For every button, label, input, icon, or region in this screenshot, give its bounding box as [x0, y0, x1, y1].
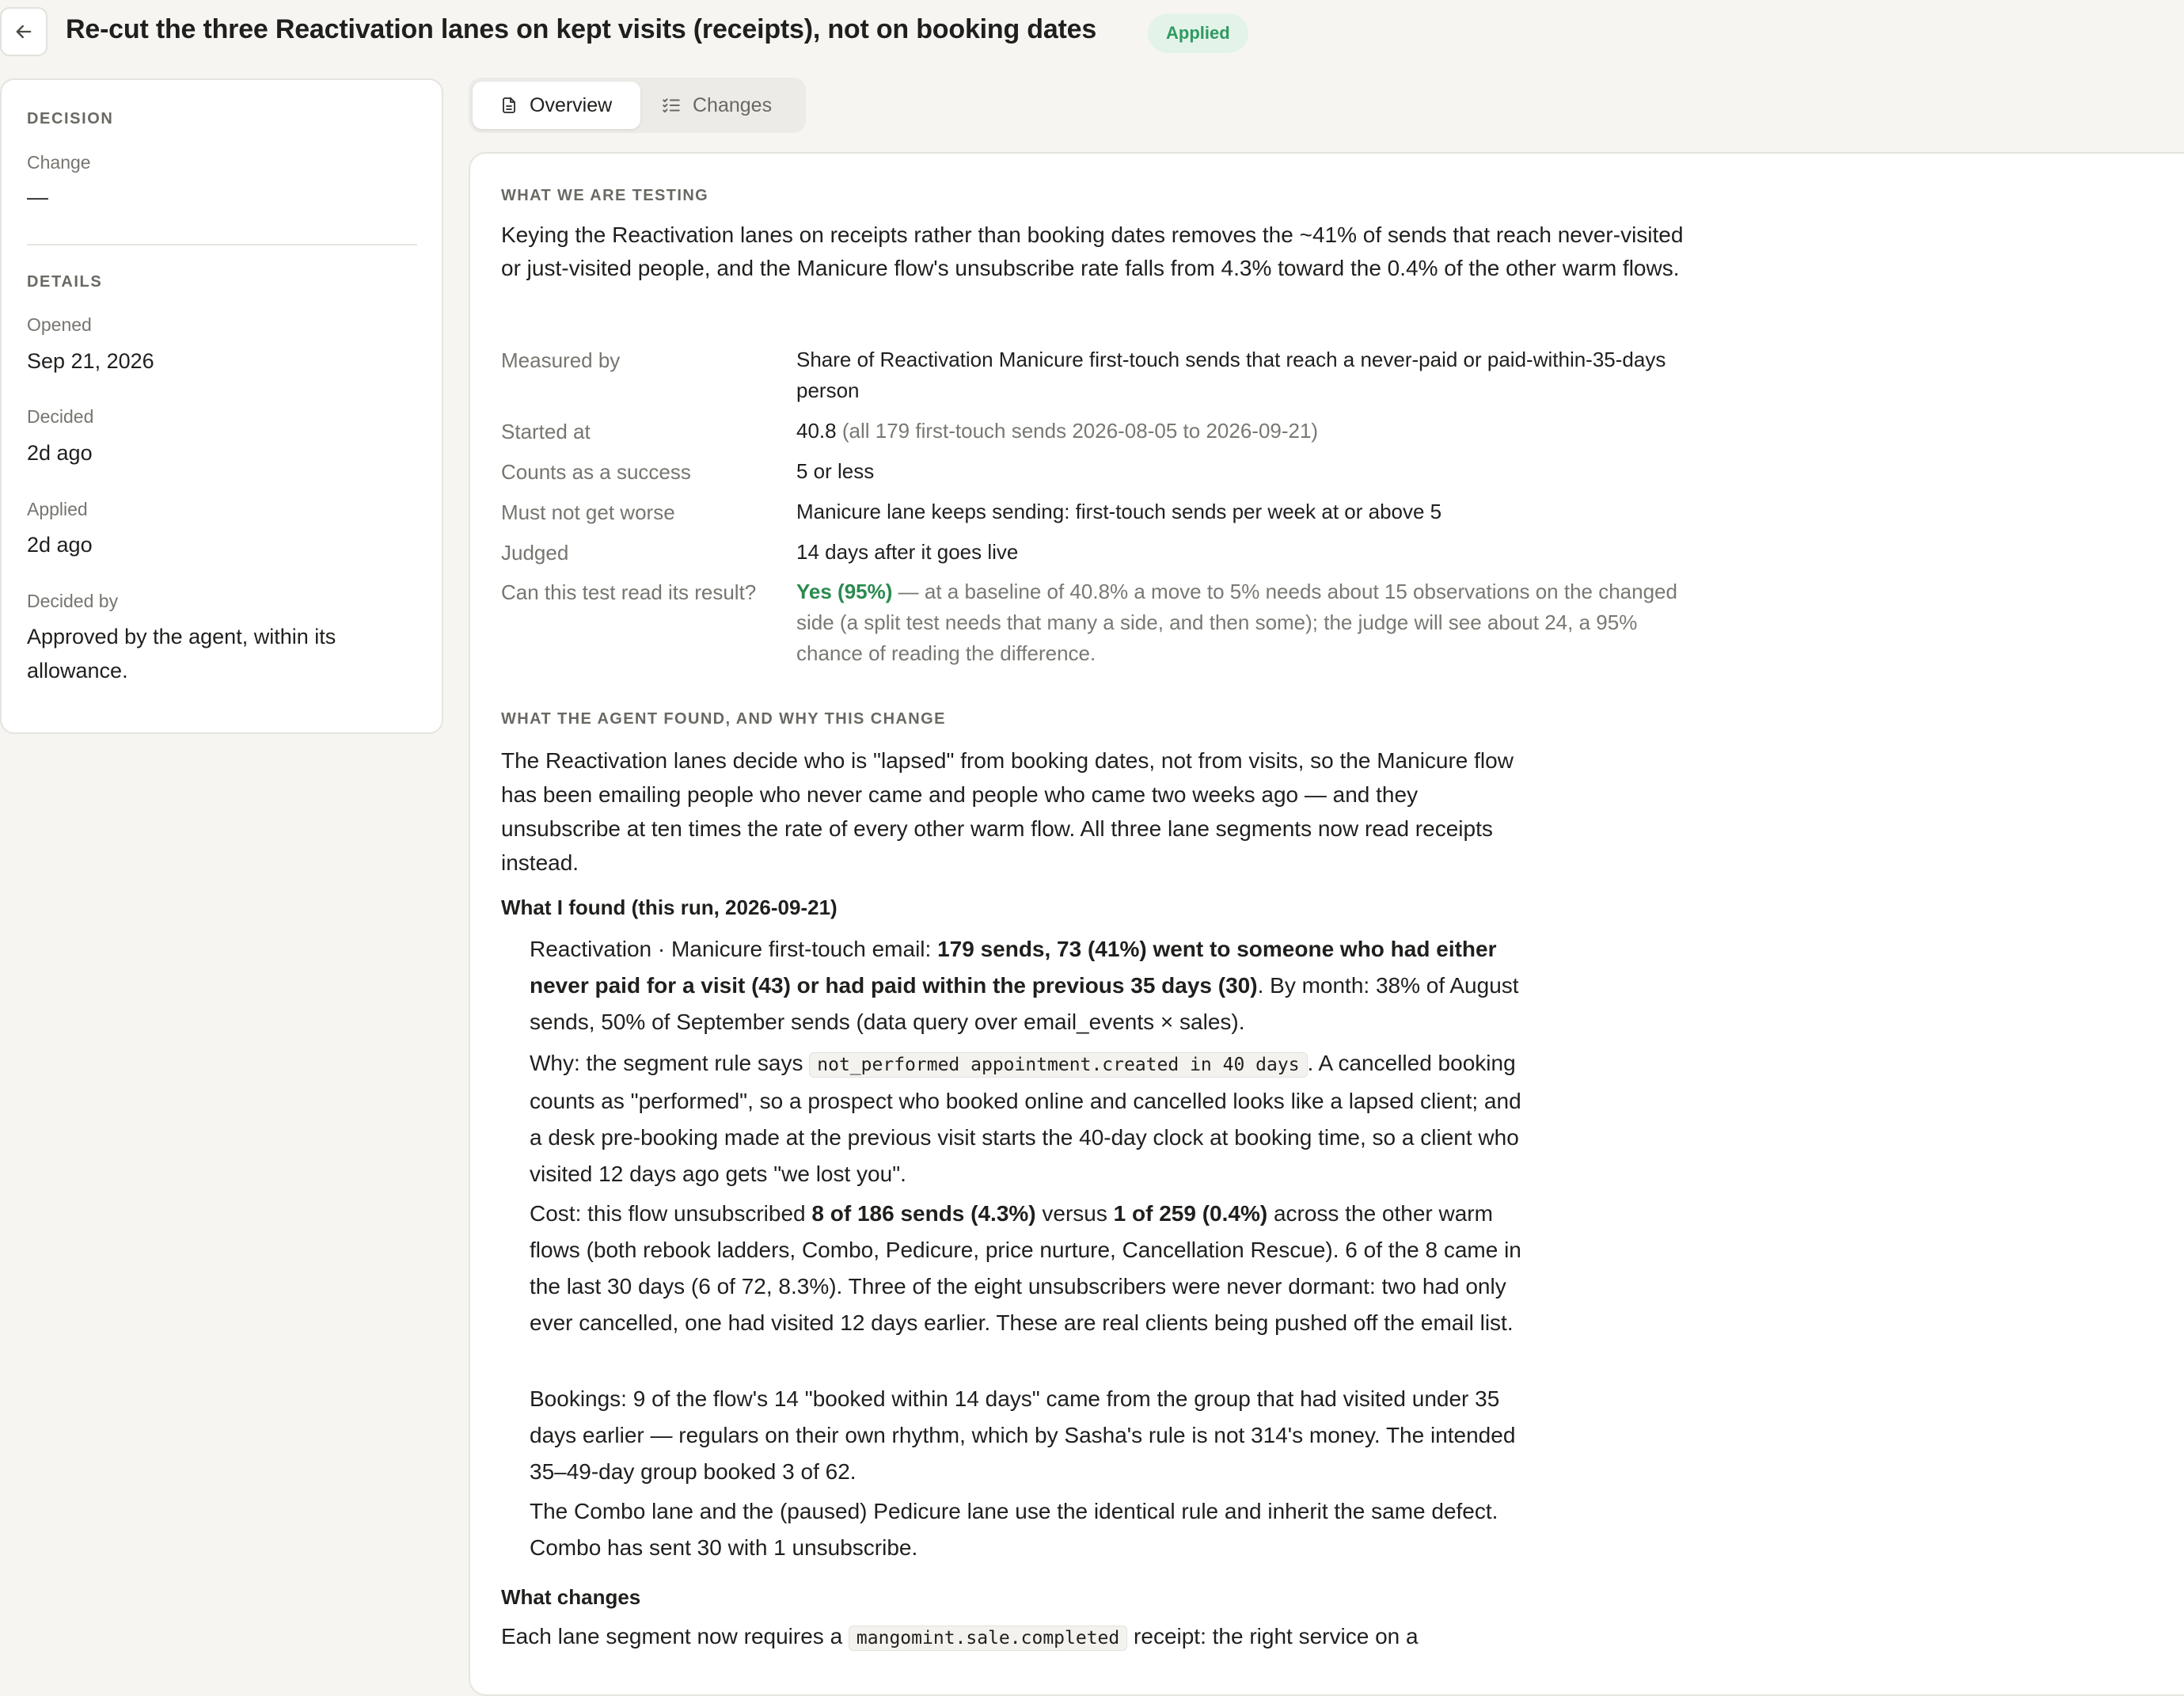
back-button[interactable]: [0, 7, 47, 56]
decided-by-label: Decided by: [27, 591, 119, 611]
receipt-event-code: mangomint.sale.completed: [849, 1626, 1127, 1651]
decided-value: 2d ago: [27, 441, 93, 465]
applied-value: 2d ago: [27, 533, 93, 557]
view-tabs: [469, 78, 806, 133]
decided-label: Decided: [27, 406, 94, 427]
guardrail-label: Must not get worse: [501, 500, 675, 524]
details-heading: DETAILS: [27, 273, 103, 291]
page-title: Re-cut the three Reactivation lanes on kept visits (receipts), not on booking dates: [66, 14, 1097, 44]
testing-heading: WHAT WE ARE TESTING: [501, 187, 709, 204]
finding-other-lanes: The Combo lane and the (paused) Pedicure lane use the identical rule and inherit the same defect. Combo has sent 30 with 1 unsubscribe.: [530, 1499, 1498, 1560]
change-label: Change: [27, 152, 91, 173]
findings-summary: The Reactivation lanes decide who is "lapsed" from booking dates, not from visits, so the Manicure flow has been emailing people who never came and people who came two weeks ago — and they unsubscribe at ten times the rate of every other warm flow. All three lane segments now read receipts instead.: [501, 748, 1514, 875]
sidebar-divider: [27, 244, 417, 245]
measured-by-value: Share of Reactivation Manicure first-touch sends that reach a never-paid or paid-within-35-days person: [796, 348, 1666, 402]
power-label: Can this test read its result?: [501, 580, 757, 604]
power-note: — at a baseline of 40.8% a move to 5% needs about 15 observations on the changed side (a split test needs that many a side, and then some); the judge will see about 24, a 95% chance of reading the difference.: [796, 580, 1677, 665]
started-at-value: [796, 416, 1699, 447]
started-at-number: 40.8: [796, 419, 837, 443]
tab-overview-label: Overview: [530, 93, 613, 116]
tab-changes[interactable]: [661, 82, 803, 129]
checklist-icon: [661, 95, 682, 116]
decided-by-value: Approved by the agent, within its allowance.: [27, 625, 336, 683]
change-value: —: [27, 185, 48, 209]
finding-sends: Reactivation · Manicure first-touch email: 179 sends, 73 (41%) went to someone who had either never paid for a visit (43) or had paid within the previous 35 days (30). By month: 38% of August sends, 50% of September sends (data query over email_events × sales).: [530, 937, 1519, 1034]
tab-overview[interactable]: [473, 82, 640, 129]
decision-sidebar: [0, 78, 443, 734]
started-at-note: (all 179 first-touch sends 2026-08-05 to 2026-09-21): [841, 419, 1319, 443]
decision-heading: DECISION: [27, 110, 114, 127]
arrow-left-icon: [13, 21, 35, 43]
found-heading: What I found (this run, 2026-09-21): [501, 896, 838, 919]
hypothesis-text: Keying the Reactivation lanes on receipts rather than booking dates removes the ~41% of sends that reach never-visited or just-visited people, and the Manicure flow's unsubscribe rate falls from 4.3% toward the 0.4% of the other warm flows.: [501, 222, 1684, 280]
guardrail-value: Manicure lane keeps sending: first-touch sends per week at or above 5: [796, 500, 1442, 523]
changes-text: Each lane segment now requires a mangomint.sale.completed receipt: the right service on a: [501, 1618, 1530, 1656]
success-value: 5 or less: [796, 459, 875, 483]
power-verdict: Yes (95%): [796, 580, 893, 603]
power-value: [796, 576, 1699, 669]
applied-label: Applied: [27, 499, 88, 519]
changes-heading: What changes: [501, 1585, 641, 1609]
judged-label: Judged: [501, 541, 569, 565]
finding-cost: Cost: this flow unsubscribed 8 of 186 sends (4.3%) versus 1 of 259 (0.4%) across the other warm flows (both rebook ladders, Combo, Pedicure, price nurture, Cancellation Rescue). 6 of the 8 came in the last 30 days (6 of 72, 8.3%). Three of the eight unsubscribers were never dormant: two had only ever cancelled, one had visited 12 days earlier. These are real clients being pushed off the email list.: [530, 1201, 1521, 1335]
document-icon: [499, 95, 518, 116]
opened-value: Sep 21, 2026: [27, 349, 154, 373]
tab-changes-label: Changes: [693, 93, 773, 116]
status-badge: Applied: [1148, 13, 1248, 53]
measured-by-label: Measured by: [501, 348, 621, 372]
findings-heading: WHAT THE AGENT FOUND, AND WHY THIS CHANGE: [501, 710, 946, 728]
segment-rule-code: not_performed appointment.created in 40 days: [809, 1052, 1307, 1078]
finding-bookings: Bookings: 9 of the flow's 14 "booked within 14 days" came from the group that had visited under 35 days earlier — regulars on their own rhythm, which by Sasha's rule is not 314's money. The intended 35–49-day group booked 3 of 62.: [530, 1386, 1516, 1484]
success-label: Counts as a success: [501, 460, 691, 484]
judged-value: 14 days after it goes live: [796, 540, 1019, 564]
finding-rule: Why: the segment rule says not_performed appointment.created in 40 days . A cancelled booking counts as "performed", so a prospect who booked online and cancelled looks like a lapsed client; and a desk pre-booking made at the previous visit starts the 40-day clock at booking time, so a client who visited 12 days ago gets "we lost you".: [530, 1051, 1521, 1186]
opened-label: Opened: [27, 314, 92, 335]
started-at-label: Started at: [501, 420, 591, 443]
